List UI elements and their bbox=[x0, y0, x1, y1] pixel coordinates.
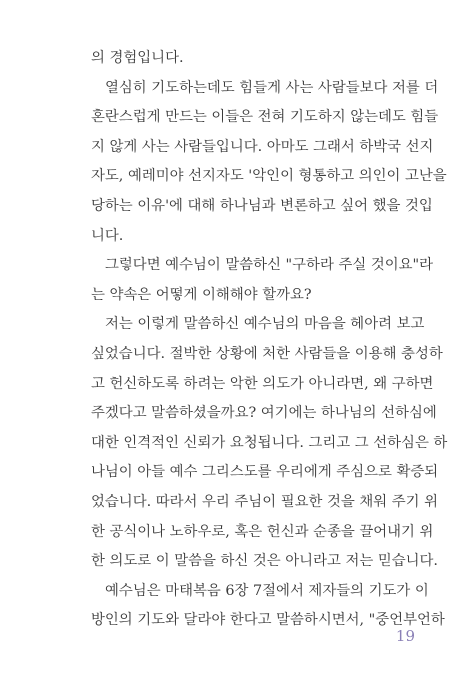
text-line: 한 의도로 이 말씀을 하신 것은 아니라고 저는 믿습니다. bbox=[91, 553, 439, 570]
page-number: 19 bbox=[395, 627, 415, 645]
text-line: 당하는 이유'에 대해 하나님과 변론하고 싶어 했을 것입 bbox=[91, 197, 433, 214]
text-line: 지 않게 사는 사람들입니다. 아마도 그래서 하박국 선지 bbox=[91, 138, 434, 155]
text-line: 싶었습니다. 절박한 상황에 처한 사람들을 이용해 충성하 bbox=[91, 345, 443, 362]
text-line: 의 경험입니다. bbox=[91, 50, 184, 66]
text-line: 는 약속은 어떻게 이해해야 할까요? bbox=[91, 286, 312, 303]
text-line: 나님이 아들 예수 그리스도를 우리에게 주심으로 확증되 bbox=[91, 464, 439, 481]
text-line: 예수님은 마태복음 6장 7절에서 제자들의 기도가 이 bbox=[105, 582, 429, 599]
text-line: 대한 인격적인 신뢰가 요청됩니다. 그리고 그 선하심은 하 bbox=[91, 434, 448, 451]
text-line: 그렇다면 예수님이 말씀하신 "구하라 주실 것이요"라 bbox=[105, 257, 434, 274]
text-line: 열심히 기도하는데도 힘들게 사는 사람들보다 저를 더 bbox=[105, 79, 439, 96]
text-line: 니다. bbox=[91, 227, 124, 244]
text-line: 한 공식이나 노하우로, 혹은 헌신과 순종을 끌어내기 위 bbox=[91, 523, 434, 540]
text-line: 주겠다고 말씀하셨을까요? 여기에는 하나님의 선하심에 bbox=[91, 405, 437, 422]
text-line: 방인의 기도와 달라야 한다고 말씀하시면서, "중언부언하 bbox=[91, 612, 445, 629]
text-line: 고 헌신하도록 하려는 악한 의도가 아니라면, 왜 구하면 bbox=[91, 375, 434, 392]
text-line: 자도, 예레미야 선지자도 '악인이 형통하고 의인이 고난을 bbox=[91, 168, 447, 185]
text-line: 었습니다. 따라서 우리 주님이 필요한 것을 채워 주기 위 bbox=[91, 493, 439, 510]
text-line: 혼란스럽게 만드는 이들은 전혀 기도하지 않는데도 힘들 bbox=[91, 109, 439, 126]
body-text bbox=[91, 44, 448, 636]
text-line: 저는 이렇게 말씀하신 예수님의 마음을 헤아려 보고 bbox=[105, 316, 425, 333]
